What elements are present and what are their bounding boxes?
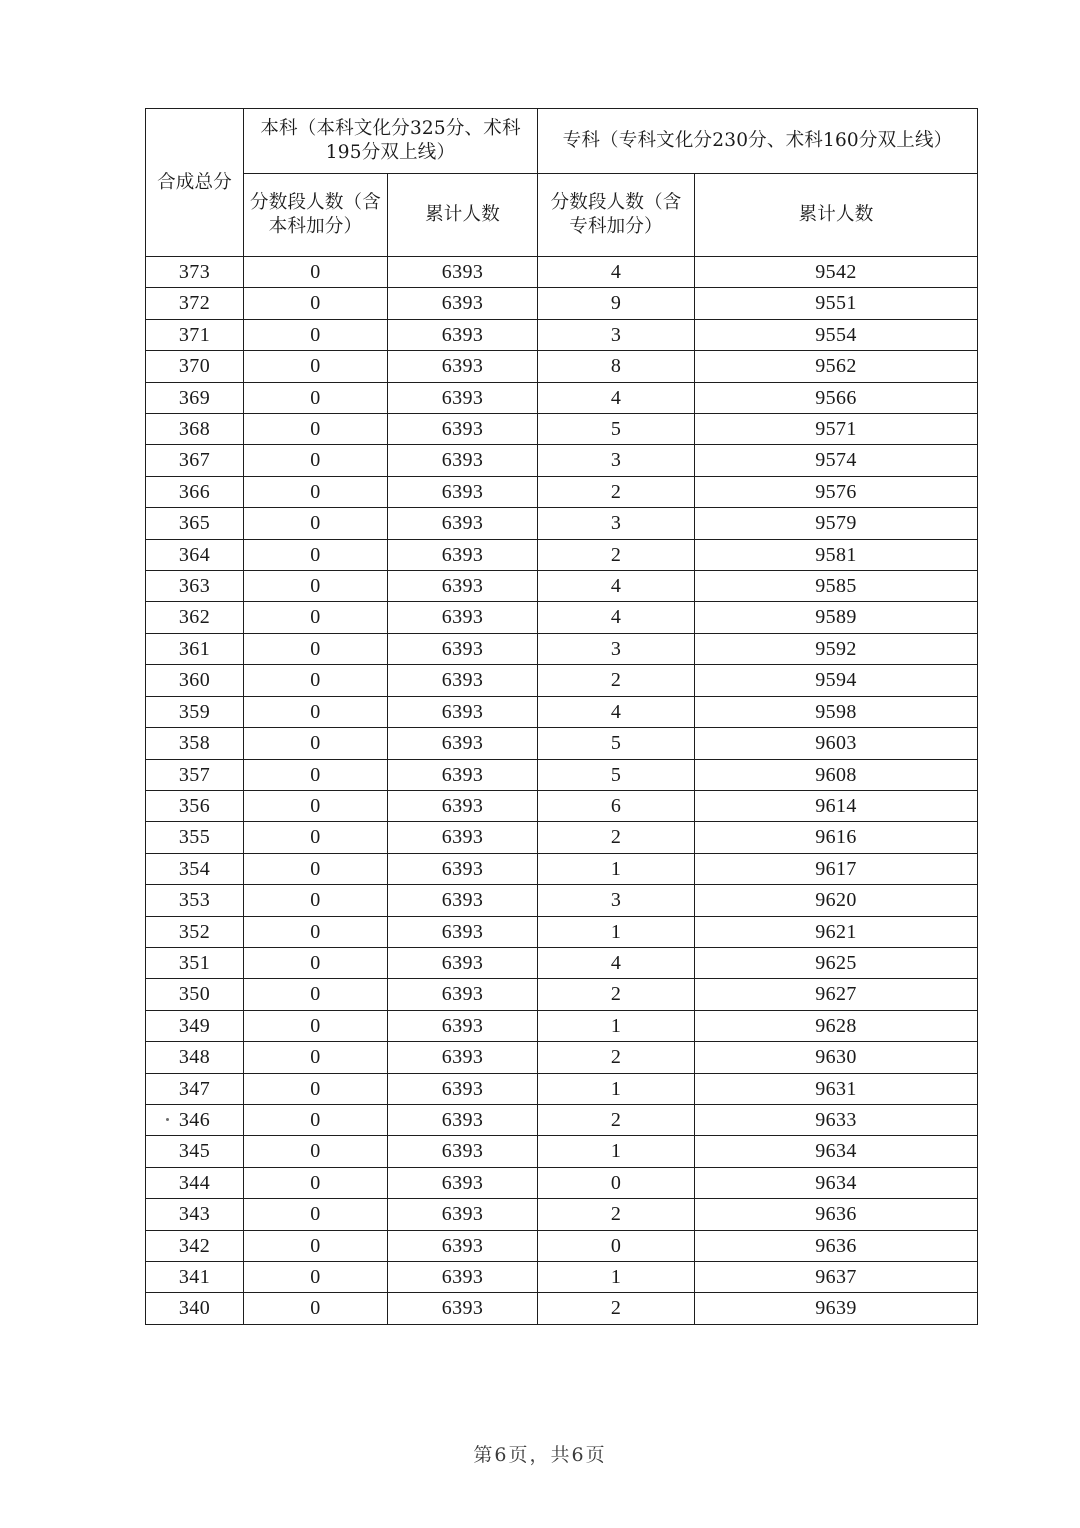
cell-junior-college-segment-count: 8 [538, 351, 695, 382]
cell-junior-college-cumulative-count: 9636 [695, 1230, 978, 1261]
cell-undergraduate-cumulative-count: 6393 [388, 885, 538, 916]
cell-undergraduate-segment-count: 0 [244, 508, 388, 539]
cell-total-score: 356 [146, 790, 244, 821]
cell-undergraduate-segment-count: 0 [244, 728, 388, 759]
cell-total-score: 355 [146, 822, 244, 853]
cell-undergraduate-cumulative-count: 6393 [388, 288, 538, 319]
column-header-total-score: 合成总分 [146, 109, 244, 257]
table-row [146, 759, 978, 790]
cell-junior-college-segment-count: 1 [538, 1010, 695, 1041]
cell-undergraduate-cumulative-count: 6393 [388, 759, 538, 790]
cell-undergraduate-segment-count: 0 [244, 288, 388, 319]
cell-junior-college-segment-count: 1 [538, 1262, 695, 1293]
cell-undergraduate-segment-count: 0 [244, 1167, 388, 1198]
cell-total-score: 366 [146, 476, 244, 507]
table-row [146, 1010, 978, 1041]
cell-total-score: 362 [146, 602, 244, 633]
cell-junior-college-cumulative-count: 9594 [695, 665, 978, 696]
cell-junior-college-segment-count: 2 [538, 979, 695, 1010]
cell-undergraduate-cumulative-count: 6393 [388, 1199, 538, 1230]
cell-undergraduate-cumulative-count: 6393 [388, 445, 538, 476]
cell-undergraduate-cumulative-count: 6393 [388, 1104, 538, 1135]
cell-total-score: 368 [146, 414, 244, 445]
cell-junior-college-segment-count: 5 [538, 728, 695, 759]
table-row [146, 319, 978, 350]
cell-undergraduate-segment-count: 0 [244, 1262, 388, 1293]
cell-undergraduate-segment-count: 0 [244, 1042, 388, 1073]
cell-junior-college-segment-count: 4 [538, 257, 695, 288]
cell-undergraduate-segment-count: 0 [244, 257, 388, 288]
cell-undergraduate-segment-count: 0 [244, 885, 388, 916]
column-group-header-undergraduate: 本科（本科文化分325分、术科195分双上线） [244, 109, 538, 174]
cell-junior-college-cumulative-count: 9585 [695, 571, 978, 602]
cell-junior-college-segment-count: 3 [538, 445, 695, 476]
cell-junior-college-cumulative-count: 9637 [695, 1262, 978, 1293]
table-row [146, 790, 978, 821]
cell-junior-college-cumulative-count: 9554 [695, 319, 978, 350]
cell-junior-college-segment-count: 2 [538, 1293, 695, 1324]
table-row [146, 508, 978, 539]
cell-total-score: 342 [146, 1230, 244, 1261]
cell-junior-college-segment-count: 9 [538, 288, 695, 319]
cell-undergraduate-cumulative-count: 6393 [388, 1293, 538, 1324]
page-footer: 第6页，共6页 [473, 1444, 607, 1466]
cell-total-score: 351 [146, 947, 244, 978]
cell-undergraduate-cumulative-count: 6393 [388, 1262, 538, 1293]
table-row [146, 1230, 978, 1261]
cell-total-score: 369 [146, 382, 244, 413]
cell-undergraduate-cumulative-count: 6393 [388, 1136, 538, 1167]
cell-junior-college-segment-count: 4 [538, 571, 695, 602]
cell-total-score: 360 [146, 665, 244, 696]
cell-junior-college-segment-count: 0 [538, 1230, 695, 1261]
cell-junior-college-segment-count: 1 [538, 1073, 695, 1104]
cell-junior-college-segment-count: 2 [538, 1199, 695, 1230]
cell-junior-college-cumulative-count: 9576 [695, 476, 978, 507]
table-row [146, 257, 978, 288]
column-group-header-junior-college: 专科（专科文化分230分、术科160分双上线） [538, 109, 978, 174]
cell-total-score: 347 [146, 1073, 244, 1104]
cell-undergraduate-cumulative-count: 6393 [388, 822, 538, 853]
cell-undergraduate-segment-count: 0 [244, 1104, 388, 1135]
table-row [146, 539, 978, 570]
cell-total-score: 341 [146, 1262, 244, 1293]
cell-junior-college-cumulative-count: 9581 [695, 539, 978, 570]
cell-undergraduate-cumulative-count: 6393 [388, 633, 538, 664]
cell-junior-college-cumulative-count: 9630 [695, 1042, 978, 1073]
cell-junior-college-segment-count: 2 [538, 539, 695, 570]
cell-undergraduate-segment-count: 0 [244, 1199, 388, 1230]
cell-undergraduate-segment-count: 0 [244, 665, 388, 696]
cell-junior-college-cumulative-count: 9617 [695, 853, 978, 884]
cell-undergraduate-cumulative-count: 6393 [388, 602, 538, 633]
cell-undergraduate-segment-count: 0 [244, 1293, 388, 1324]
cell-total-score: 354 [146, 853, 244, 884]
cell-undergraduate-segment-count: 0 [244, 382, 388, 413]
cell-junior-college-segment-count: 4 [538, 696, 695, 727]
table-row [146, 571, 978, 602]
cell-junior-college-cumulative-count: 9625 [695, 947, 978, 978]
column-header-undergraduate-cumulative-count: 累计人数 [388, 174, 538, 257]
cell-total-score: 370 [146, 351, 244, 382]
cell-total-score: 361 [146, 633, 244, 664]
cell-undergraduate-segment-count: 0 [244, 1010, 388, 1041]
cell-undergraduate-cumulative-count: 6393 [388, 696, 538, 727]
cell-undergraduate-segment-count: 0 [244, 1073, 388, 1104]
cell-undergraduate-segment-count: 0 [244, 1136, 388, 1167]
table-row [146, 414, 978, 445]
cell-junior-college-cumulative-count: 9634 [695, 1167, 978, 1198]
cell-undergraduate-cumulative-count: 6393 [388, 1010, 538, 1041]
cell-junior-college-cumulative-count: 9639 [695, 1293, 978, 1324]
cell-undergraduate-cumulative-count: 6393 [388, 1167, 538, 1198]
cell-junior-college-cumulative-count: 9542 [695, 257, 978, 288]
table-row [146, 382, 978, 413]
cell-junior-college-cumulative-count: 9614 [695, 790, 978, 821]
cell-junior-college-cumulative-count: 9603 [695, 728, 978, 759]
cell-undergraduate-segment-count: 0 [244, 790, 388, 821]
table-header-row-groups [146, 109, 978, 174]
cell-undergraduate-segment-count: 0 [244, 351, 388, 382]
cell-undergraduate-cumulative-count: 6393 [388, 947, 538, 978]
cell-junior-college-segment-count: 3 [538, 885, 695, 916]
cell-junior-college-cumulative-count: 9592 [695, 633, 978, 664]
cell-undergraduate-segment-count: 0 [244, 916, 388, 947]
cell-undergraduate-segment-count: 0 [244, 539, 388, 570]
cell-total-score: 346 [146, 1104, 244, 1135]
table-row [146, 728, 978, 759]
cell-total-score: 352 [146, 916, 244, 947]
table-row [146, 351, 978, 382]
cell-junior-college-cumulative-count: 9621 [695, 916, 978, 947]
cell-junior-college-cumulative-count: 9628 [695, 1010, 978, 1041]
cell-junior-college-cumulative-count: 9634 [695, 1136, 978, 1167]
cell-total-score: 371 [146, 319, 244, 350]
cell-total-score: 357 [146, 759, 244, 790]
cell-undergraduate-segment-count: 0 [244, 759, 388, 790]
cell-junior-college-segment-count: 1 [538, 916, 695, 947]
cell-junior-college-cumulative-count: 9608 [695, 759, 978, 790]
table-row [146, 1136, 978, 1167]
column-header-undergraduate-segment-count: 分数段人数（含本科加分） [244, 174, 388, 257]
cell-undergraduate-cumulative-count: 6393 [388, 853, 538, 884]
score-distribution-table [145, 108, 978, 1325]
cell-junior-college-segment-count: 6 [538, 790, 695, 821]
cell-junior-college-cumulative-count: 9589 [695, 602, 978, 633]
cell-junior-college-segment-count: 1 [538, 1136, 695, 1167]
cell-junior-college-segment-count: 4 [538, 382, 695, 413]
cell-undergraduate-cumulative-count: 6393 [388, 728, 538, 759]
cell-total-score: 353 [146, 885, 244, 916]
cell-undergraduate-segment-count: 0 [244, 571, 388, 602]
cell-junior-college-cumulative-count: 9631 [695, 1073, 978, 1104]
cell-total-score: 344 [146, 1167, 244, 1198]
table-row [146, 853, 978, 884]
cell-junior-college-cumulative-count: 9620 [695, 885, 978, 916]
cell-undergraduate-cumulative-count: 6393 [388, 571, 538, 602]
table-row [146, 1293, 978, 1324]
cell-total-score: 345 [146, 1136, 244, 1167]
cell-undergraduate-cumulative-count: 6393 [388, 1230, 538, 1261]
cell-total-score: 365 [146, 508, 244, 539]
cell-total-score: 363 [146, 571, 244, 602]
column-header-junior-college-segment-count: 分数段人数（含专科加分） [538, 174, 695, 257]
cell-junior-college-segment-count: 0 [538, 1167, 695, 1198]
cell-undergraduate-cumulative-count: 6393 [388, 790, 538, 821]
cell-junior-college-cumulative-count: 9633 [695, 1104, 978, 1135]
cell-junior-college-segment-count: 2 [538, 1042, 695, 1073]
cell-total-score: 373 [146, 257, 244, 288]
table-body [146, 257, 978, 1325]
table-row [146, 1104, 978, 1135]
cell-junior-college-cumulative-count: 9636 [695, 1199, 978, 1230]
cell-junior-college-segment-count: 5 [538, 759, 695, 790]
cell-undergraduate-cumulative-count: 6393 [388, 257, 538, 288]
cell-total-score: 350 [146, 979, 244, 1010]
table-header [146, 109, 978, 257]
cell-undergraduate-cumulative-count: 6393 [388, 476, 538, 507]
cell-total-score: 372 [146, 288, 244, 319]
table-row [146, 445, 978, 476]
cell-junior-college-cumulative-count: 9579 [695, 508, 978, 539]
cell-junior-college-cumulative-count: 9574 [695, 445, 978, 476]
cell-undergraduate-segment-count: 0 [244, 602, 388, 633]
column-header-junior-college-cumulative-count: 累计人数 [695, 174, 978, 257]
cell-undergraduate-segment-count: 0 [244, 445, 388, 476]
cell-undergraduate-cumulative-count: 6393 [388, 665, 538, 696]
table-row [146, 1073, 978, 1104]
cell-total-score: 358 [146, 728, 244, 759]
cell-junior-college-segment-count: 2 [538, 822, 695, 853]
cell-undergraduate-segment-count: 0 [244, 414, 388, 445]
cell-undergraduate-segment-count: 0 [244, 822, 388, 853]
cell-undergraduate-segment-count: 0 [244, 979, 388, 1010]
table-header-row-subcolumns [146, 174, 978, 257]
cell-undergraduate-segment-count: 0 [244, 633, 388, 664]
table-row [146, 602, 978, 633]
cell-junior-college-cumulative-count: 9566 [695, 382, 978, 413]
cell-total-score: 367 [146, 445, 244, 476]
cell-undergraduate-cumulative-count: 6393 [388, 979, 538, 1010]
cell-junior-college-segment-count: 3 [538, 319, 695, 350]
table-row [146, 1262, 978, 1293]
cell-undergraduate-segment-count: 0 [244, 1230, 388, 1261]
cell-junior-college-segment-count: 2 [538, 665, 695, 696]
cell-undergraduate-cumulative-count: 6393 [388, 351, 538, 382]
cell-undergraduate-cumulative-count: 6393 [388, 1073, 538, 1104]
table-row [146, 288, 978, 319]
cell-junior-college-cumulative-count: 9571 [695, 414, 978, 445]
cell-undergraduate-cumulative-count: 6393 [388, 1042, 538, 1073]
cell-undergraduate-segment-count: 0 [244, 696, 388, 727]
cell-junior-college-cumulative-count: 9598 [695, 696, 978, 727]
table-row [146, 476, 978, 507]
cell-junior-college-segment-count: 4 [538, 947, 695, 978]
table-row [146, 633, 978, 664]
cell-undergraduate-cumulative-count: 6393 [388, 508, 538, 539]
cell-junior-college-cumulative-count: 9627 [695, 979, 978, 1010]
cell-junior-college-segment-count: 3 [538, 633, 695, 664]
cell-junior-college-segment-count: 3 [538, 508, 695, 539]
cell-junior-college-segment-count: 4 [538, 602, 695, 633]
table-row [146, 696, 978, 727]
cell-total-score: 364 [146, 539, 244, 570]
table-row [146, 1167, 978, 1198]
cell-total-score: 340 [146, 1293, 244, 1324]
cell-undergraduate-cumulative-count: 6393 [388, 539, 538, 570]
cell-undergraduate-segment-count: 0 [244, 853, 388, 884]
cell-junior-college-cumulative-count: 9562 [695, 351, 978, 382]
cell-undergraduate-cumulative-count: 6393 [388, 319, 538, 350]
cell-junior-college-cumulative-count: 9616 [695, 822, 978, 853]
table-row [146, 916, 978, 947]
cell-undergraduate-cumulative-count: 6393 [388, 382, 538, 413]
cell-junior-college-segment-count: 2 [538, 1104, 695, 1135]
table-row [146, 1042, 978, 1073]
table-row [146, 947, 978, 978]
cell-undergraduate-segment-count: 0 [244, 947, 388, 978]
table-row [146, 822, 978, 853]
table-row [146, 885, 978, 916]
cell-junior-college-segment-count: 5 [538, 414, 695, 445]
table-row [146, 665, 978, 696]
cell-junior-college-cumulative-count: 9551 [695, 288, 978, 319]
cell-undergraduate-segment-count: 0 [244, 476, 388, 507]
cell-total-score: 359 [146, 696, 244, 727]
cell-total-score: 348 [146, 1042, 244, 1073]
cell-total-score: 349 [146, 1010, 244, 1041]
table-row [146, 1199, 978, 1230]
cell-undergraduate-cumulative-count: 6393 [388, 916, 538, 947]
cell-undergraduate-segment-count: 0 [244, 319, 388, 350]
cell-undergraduate-cumulative-count: 6393 [388, 414, 538, 445]
cell-total-score: 343 [146, 1199, 244, 1230]
table-row [146, 979, 978, 1010]
cell-junior-college-segment-count: 2 [538, 476, 695, 507]
cell-junior-college-segment-count: 1 [538, 853, 695, 884]
